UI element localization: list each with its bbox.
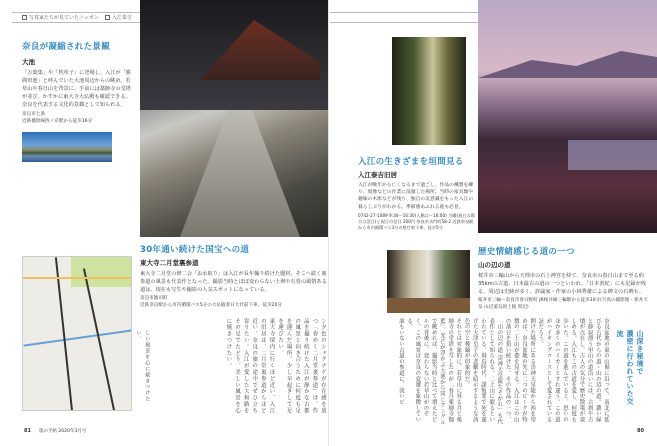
magazine-issue: 旅の手帖 2020年3月号 — [38, 429, 87, 434]
header-rule-bottom — [330, 22, 478, 23]
spot-title: 歴史情緒感じる道の一つ — [478, 247, 575, 257]
photo-nigatsudo-path — [140, 0, 328, 237]
article-body-right: 奈良盆地の東の山裾に沿って、南北に延びる古代からの道・山の辺の道。濃い緑と静寂漂う里山の道沿いには、古刹や古墳が点在し、古人の気分で歴史散策が楽しめる。入江もこの古道を愛し、何度も歩いた。この道を進んでいると、思いのほか多くのハイカーとすれ違う。この道がハイキングコースとして愛されている証だろう。 開けた場所にある崇神天皇陵から西を望めば、奈良盆地の先に二つのピークが特徴の二上山が姿を見せる。入江はこの山の落日を狙い続けた。その作品の一つ、「山の辺の道 崇神天皇陵たそがれ」も代表作として知られる。二上山に眠るといわれている、飛鳥時代、謀叛罪で死を遂げた大津皇子の悲劇を暗示するような茜色の空と稜線が印象的だ。 それとは対象的に、若草山に昇る月と薬師寺の堂塔を写したのが「春月薬師寺伽藍」。光芒が浮かぶ大池から同じアングルで眺めれば、撮影当時と比べて増えたビルの背後に、変わらない若草山がのぞく。この風景は奈良の変遷を象徴している。 誰もいない古道の参道に、淡いピ — [397, 318, 609, 426]
spot-body: 入江が晩年から亡くなるまで過ごし、作品の構想を練り、現像などの作業に没頭した場所。当時の家具類や趣味の木彫などが残り、独自の美意識をもった入江の暮らしぶりがわかる。季節感あふれる庭も必見。 — [358, 183, 474, 210]
photo-ooike-landscape — [22, 132, 112, 162]
article-body-left: ン夕色のシャクナゲが存在感を放つ「春めく二月堂裏参道」は、作品を撮り続けた入江が静かな古都の風景と向き合うために何度も足を運んだ場所。少し早起きして足を運びたい。 東大寺境内に行くほど近い、入江の旧居は、二月堂裏参道からほど近い。奈良の旅の途中でぜひ立ち寄りたい。入江が愛した大和路をその足でたどり、美しい風景を心に焼きつけたい。 — [225, 318, 326, 414]
spot-body: 桜井市三輪山から天理市の石上神宮を経て、奈良市の春日山まで至る約35kmの古道。日本最古の道の一つといわれ、「日本書紀」にも記録が残る。周辺は史跡が多く、評論家・作家の小林秀雄による碑文の石碑も。 — [478, 273, 646, 295]
page-footer-left — [24, 428, 86, 434]
spot-yamanobe — [478, 245, 648, 311]
header-name: 入江泰吉 — [105, 14, 132, 21]
spot-info — [478, 298, 648, 311]
spot-nigatsudo — [140, 243, 328, 309]
photo-pampas-sunset — [478, 0, 657, 233]
info-access: 近鉄奈良駅から市内循環バス5分の大仏殿春日大社前下車、徒歩20分 — [140, 302, 282, 308]
spot-subtitle: 入江泰吉旧居 — [358, 171, 397, 179]
spot-subtitle: 山の辺の道 — [478, 261, 511, 269]
page-number: 81 — [24, 428, 31, 434]
info-closed: 月曜(祝日の場合は翌日)と祝日の翌日 — [358, 212, 475, 224]
map-park-area — [71, 257, 132, 287]
header-rule-bottom — [12, 22, 140, 23]
info-address: 奈良市七条 — [22, 112, 45, 117]
spot-info — [140, 296, 328, 309]
info-access: 近鉄奈良駅から市内循環バス3分の県庁東下車、徒歩5分 — [358, 218, 474, 230]
spot-title: 入江の生きざまを垣間見る — [358, 157, 464, 167]
info-hours: 9:30～16:30(入館は～16:00) — [389, 212, 447, 218]
info-address: 奈良市雑司町 — [140, 296, 168, 301]
map-river — [23, 329, 132, 346]
area-map — [22, 256, 132, 411]
spot-ooike — [22, 40, 134, 125]
header-rule-top — [330, 12, 478, 13]
map-road — [23, 277, 132, 279]
header-rule-top — [12, 12, 140, 13]
spot-info — [22, 112, 134, 125]
page-number: 80 — [637, 428, 644, 434]
info-address: 奈良市水門町58-2 — [416, 218, 452, 224]
info-access: 近鉄橿原線西ノ京駅から徒歩16分 — [22, 118, 93, 124]
photo-residence-room — [387, 250, 470, 313]
header-series: 写真家たちが見ていたニッポン — [22, 14, 99, 21]
spot-body: 東大寺二月堂の修二会「お水取り」は入江が長年撮り続けた題材。そこへ続く裏参道の風景も代表作となった。撮影当時とほぼ変わらない土塀や石畳の風情ある道は、現在も写生や撮影の人気スポットになっている。 — [140, 271, 327, 293]
spot-subtitle: 大池 — [22, 58, 35, 66]
spot-info — [358, 213, 476, 231]
photo-forest-path — [392, 37, 466, 145]
info-fee: 200円 — [402, 218, 416, 224]
map-railway — [83, 268, 115, 410]
spot-title: 30年通い続けた国宝への道 — [140, 245, 250, 255]
info-phone: 0742-27-1089 — [358, 212, 388, 218]
section-header — [22, 14, 132, 21]
spot-title: 奈良が凝縮された景観 — [22, 42, 111, 52]
spot-irie-residence — [358, 155, 476, 231]
info-address: 桜井市三輪～奈良市春日野町 — [478, 298, 538, 303]
spot-subtitle: 東大寺二月堂裏参道 — [140, 259, 199, 267]
article-heading-vertical: 山深き秘境で 濃密に行われていた交流 — [616, 330, 644, 405]
map-side-caption: しい風景を心に焼きつけたい。 — [135, 330, 151, 402]
spot-body: 「万葉集」や「枕草子」に登場し、入江が「勝間田池」と呼んでいた大池周辺からの眺め。若草山や春日山を背景に、手前には薬師寺の堂塔が並び、かすかに東大寺大仏殿も確認できる。奈良を代表する文化的景観として知られる。 — [22, 70, 131, 108]
info-access: JR桜井線三輪駅から徒歩10分(写真の撮影地・狭井天皇 山辺道勾岡上陵 周辺) — [478, 298, 648, 310]
spine — [328, 0, 329, 446]
